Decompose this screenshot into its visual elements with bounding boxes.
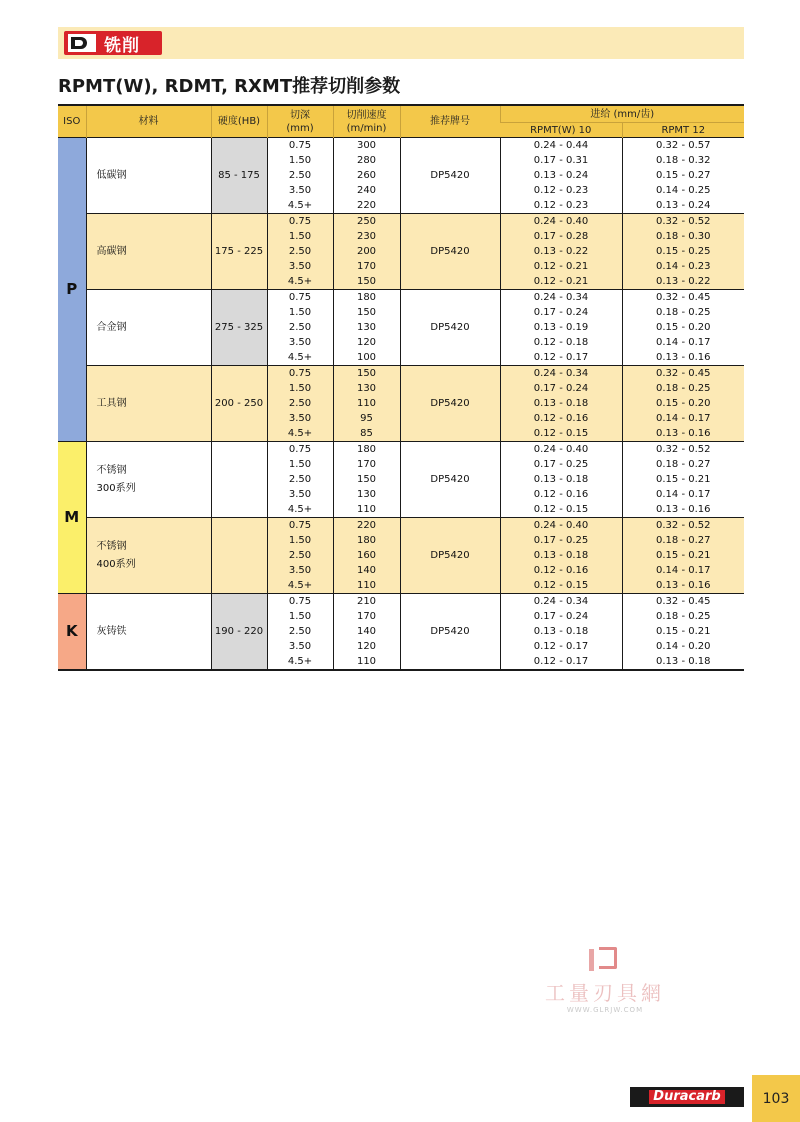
speed-value: 300 <box>333 138 400 154</box>
page-title: RPMT(W), RDMT, RXMT推荐切削参数 <box>58 76 401 97</box>
material-name <box>86 594 211 671</box>
grade-value: DP5420 <box>400 594 500 671</box>
table-body <box>58 138 744 671</box>
feed-rpmtw-value: 0.24 - 0.34 <box>500 594 622 610</box>
header-depth <box>267 105 333 138</box>
speed-value: 150 <box>333 472 400 487</box>
depth-value: 3.50 <box>267 639 333 654</box>
material-name-line1: 低碳钢 <box>96 169 127 181</box>
feed-rpmt-value: 0.18 - 0.25 <box>622 381 744 396</box>
speed-value: 160 <box>333 548 400 563</box>
feed-rpmtw-value: 0.17 - 0.24 <box>500 305 622 320</box>
feed-rpmt-value: 0.13 - 0.18 <box>622 654 744 670</box>
material-name-line1: 合金钢 <box>96 321 127 333</box>
feed-rpmtw-value: 0.12 - 0.21 <box>500 259 622 274</box>
speed-value: 170 <box>333 259 400 274</box>
brand-name: Duracarb <box>649 1090 724 1104</box>
header-speed <box>333 105 400 138</box>
feed-rpmt-value: 0.14 - 0.17 <box>622 563 744 578</box>
header-feed-rpmt: RPMT 12 <box>622 123 744 138</box>
feed-rpmtw-value: 0.12 - 0.23 <box>500 183 622 198</box>
speed-value: 150 <box>333 274 400 290</box>
speed-value: 260 <box>333 168 400 183</box>
speed-value: 110 <box>333 502 400 518</box>
depth-value: 1.50 <box>267 229 333 244</box>
feed-rpmtw-value: 0.12 - 0.21 <box>500 274 622 290</box>
speed-value: 230 <box>333 229 400 244</box>
feed-rpmt-value: 0.13 - 0.16 <box>622 426 744 442</box>
speed-value: 150 <box>333 366 400 382</box>
speed-value: 180 <box>333 533 400 548</box>
watermark-logo-icon <box>587 945 623 975</box>
feed-rpmt-value: 0.32 - 0.45 <box>622 594 744 610</box>
speed-value: 110 <box>333 654 400 670</box>
header-material: 材料 <box>86 105 211 138</box>
feed-rpmt-value: 0.32 - 0.57 <box>622 138 744 154</box>
speed-value: 280 <box>333 153 400 168</box>
hardness-value: 200 - 250 <box>211 366 267 442</box>
feed-rpmt-value: 0.32 - 0.45 <box>622 366 744 382</box>
depth-value: 0.75 <box>267 442 333 458</box>
feed-rpmtw-value: 0.12 - 0.18 <box>500 335 622 350</box>
hardness-value <box>211 518 267 594</box>
feed-rpmtw-value: 0.24 - 0.34 <box>500 366 622 382</box>
feed-rpmt-value: 0.14 - 0.25 <box>622 183 744 198</box>
material-name-line1: 灰铸铁 <box>96 625 127 637</box>
hardness-value <box>211 442 267 518</box>
feed-rpmtw-value: 0.13 - 0.18 <box>500 624 622 639</box>
feed-rpmtw-value: 0.24 - 0.44 <box>500 138 622 154</box>
depth-value: 1.50 <box>267 305 333 320</box>
feed-rpmtw-value: 0.17 - 0.25 <box>500 457 622 472</box>
page-number: 103 <box>752 1075 800 1122</box>
hardness-value: 275 - 325 <box>211 290 267 366</box>
feed-rpmt-value: 0.13 - 0.16 <box>622 578 744 594</box>
table-row <box>58 214 744 230</box>
feed-rpmt-value: 0.14 - 0.17 <box>622 411 744 426</box>
depth-value: 2.50 <box>267 320 333 335</box>
feed-rpmt-value: 0.32 - 0.52 <box>622 214 744 230</box>
feed-rpmtw-value: 0.12 - 0.23 <box>500 198 622 214</box>
depth-value: 4.5+ <box>267 198 333 214</box>
speed-value: 250 <box>333 214 400 230</box>
speed-value: 180 <box>333 290 400 306</box>
depth-value: 3.50 <box>267 183 333 198</box>
depth-value: 2.50 <box>267 396 333 411</box>
feed-rpmtw-value: 0.13 - 0.18 <box>500 548 622 563</box>
material-name-line2: 300系列 <box>96 482 136 494</box>
depth-value: 2.50 <box>267 472 333 487</box>
feed-rpmtw-value: 0.12 - 0.16 <box>500 563 622 578</box>
feed-rpmt-value: 0.18 - 0.25 <box>622 609 744 624</box>
feed-rpmtw-value: 0.12 - 0.17 <box>500 639 622 654</box>
feed-rpmtw-value: 0.17 - 0.24 <box>500 381 622 396</box>
feed-rpmt-value: 0.13 - 0.24 <box>622 198 744 214</box>
grade-value: DP5420 <box>400 518 500 594</box>
feed-rpmtw-value: 0.13 - 0.18 <box>500 472 622 487</box>
feed-rpmtw-value: 0.12 - 0.16 <box>500 487 622 502</box>
feed-rpmt-value: 0.18 - 0.25 <box>622 305 744 320</box>
section-tag <box>64 31 162 55</box>
header-iso: ISO <box>58 105 86 138</box>
material-name <box>86 138 211 214</box>
iso-code: M <box>58 442 86 594</box>
speed-value: 110 <box>333 396 400 411</box>
feed-rpmtw-value: 0.12 - 0.17 <box>500 654 622 670</box>
feed-rpmt-value: 0.15 - 0.25 <box>622 244 744 259</box>
feed-rpmt-value: 0.18 - 0.27 <box>622 457 744 472</box>
watermark-url: WWW.GLRJW.COM <box>566 1006 644 1014</box>
grade-value: DP5420 <box>400 214 500 290</box>
feed-rpmt-value: 0.13 - 0.16 <box>622 502 744 518</box>
hardness-value: 175 - 225 <box>211 214 267 290</box>
feed-rpmt-value: 0.14 - 0.17 <box>622 335 744 350</box>
speed-value: 130 <box>333 320 400 335</box>
feed-rpmt-value: 0.18 - 0.30 <box>622 229 744 244</box>
depth-value: 4.5+ <box>267 578 333 594</box>
material-name <box>86 442 211 518</box>
header-feed-rpmtw: RPMT(W) 10 <box>500 123 622 138</box>
depth-value: 1.50 <box>267 381 333 396</box>
feed-rpmtw-value: 0.24 - 0.40 <box>500 518 622 534</box>
depth-value: 0.75 <box>267 290 333 306</box>
depth-value: 0.75 <box>267 518 333 534</box>
feed-rpmt-value: 0.14 - 0.20 <box>622 639 744 654</box>
feed-rpmt-value: 0.13 - 0.16 <box>622 350 744 366</box>
table-row <box>58 442 744 458</box>
feed-rpmt-value: 0.18 - 0.32 <box>622 153 744 168</box>
speed-value: 210 <box>333 594 400 610</box>
watermark-text: 工量刃具網 <box>545 981 665 1005</box>
feed-rpmt-value: 0.15 - 0.27 <box>622 168 744 183</box>
duracarb-d-logo-icon <box>68 34 96 52</box>
depth-value: 0.75 <box>267 594 333 610</box>
feed-rpmtw-value: 0.24 - 0.34 <box>500 290 622 306</box>
feed-rpmtw-value: 0.13 - 0.18 <box>500 396 622 411</box>
speed-value: 240 <box>333 183 400 198</box>
feed-rpmt-value: 0.14 - 0.17 <box>622 487 744 502</box>
feed-rpmtw-value: 0.17 - 0.31 <box>500 153 622 168</box>
feed-rpmt-value: 0.32 - 0.52 <box>622 442 744 458</box>
feed-rpmtw-value: 0.12 - 0.15 <box>500 426 622 442</box>
feed-rpmt-value: 0.15 - 0.20 <box>622 396 744 411</box>
feed-rpmt-value: 0.32 - 0.45 <box>622 290 744 306</box>
depth-value: 0.75 <box>267 366 333 382</box>
speed-value: 95 <box>333 411 400 426</box>
depth-value: 2.50 <box>267 168 333 183</box>
header-hardness: 硬度(HB) <box>211 105 267 138</box>
speed-value: 120 <box>333 335 400 350</box>
feed-rpmtw-value: 0.12 - 0.15 <box>500 578 622 594</box>
speed-value: 220 <box>333 518 400 534</box>
depth-value: 2.50 <box>267 624 333 639</box>
cutting-parameters-table <box>58 104 744 671</box>
material-name-line1: 不锈钢 <box>96 464 127 476</box>
table-row <box>58 138 744 154</box>
speed-value: 100 <box>333 350 400 366</box>
material-name-line2: 400系列 <box>96 558 136 570</box>
depth-value: 4.5+ <box>267 350 333 366</box>
feed-rpmtw-value: 0.13 - 0.22 <box>500 244 622 259</box>
speed-value: 120 <box>333 639 400 654</box>
feed-rpmtw-value: 0.13 - 0.19 <box>500 320 622 335</box>
material-name <box>86 366 211 442</box>
grade-value: DP5420 <box>400 442 500 518</box>
speed-value: 110 <box>333 578 400 594</box>
depth-value: 1.50 <box>267 609 333 624</box>
hardness-value: 190 - 220 <box>211 594 267 671</box>
feed-rpmt-value: 0.18 - 0.27 <box>622 533 744 548</box>
feed-rpmtw-value: 0.17 - 0.28 <box>500 229 622 244</box>
material-name <box>86 214 211 290</box>
feed-rpmtw-value: 0.12 - 0.17 <box>500 350 622 366</box>
feed-rpmt-value: 0.15 - 0.21 <box>622 548 744 563</box>
depth-value: 1.50 <box>267 533 333 548</box>
feed-rpmtw-value: 0.17 - 0.24 <box>500 609 622 624</box>
depth-value: 1.50 <box>267 457 333 472</box>
depth-value: 4.5+ <box>267 502 333 518</box>
depth-value: 3.50 <box>267 411 333 426</box>
depth-value: 0.75 <box>267 214 333 230</box>
feed-rpmtw-value: 0.13 - 0.24 <box>500 168 622 183</box>
depth-value: 2.50 <box>267 548 333 563</box>
header-grade: 推荐牌号 <box>400 105 500 138</box>
header-depth-line2: (mm) <box>286 122 314 134</box>
feed-rpmt-value: 0.14 - 0.23 <box>622 259 744 274</box>
depth-value: 2.50 <box>267 244 333 259</box>
table-row <box>58 290 744 306</box>
speed-value: 220 <box>333 198 400 214</box>
iso-code: K <box>58 594 86 671</box>
header-depth-line1: 切深 <box>290 109 310 121</box>
section-label: 铣削 <box>104 35 140 56</box>
grade-value: DP5420 <box>400 290 500 366</box>
header-feed: 进给 (mm/齿) <box>500 105 744 123</box>
speed-value: 130 <box>333 381 400 396</box>
speed-value: 170 <box>333 609 400 624</box>
material-name <box>86 290 211 366</box>
hardness-value: 85 - 175 <box>211 138 267 214</box>
feed-rpmt-value: 0.32 - 0.52 <box>622 518 744 534</box>
speed-value: 85 <box>333 426 400 442</box>
grade-value: DP5420 <box>400 366 500 442</box>
speed-value: 140 <box>333 563 400 578</box>
feed-rpmtw-value: 0.24 - 0.40 <box>500 214 622 230</box>
table-row <box>58 594 744 610</box>
depth-value: 3.50 <box>267 335 333 350</box>
table-row <box>58 518 744 534</box>
speed-value: 140 <box>333 624 400 639</box>
header-speed-line2: (m/min) <box>346 122 387 134</box>
watermark <box>540 945 670 1020</box>
speed-value: 170 <box>333 457 400 472</box>
feed-rpmtw-value: 0.17 - 0.25 <box>500 533 622 548</box>
depth-value: 1.50 <box>267 153 333 168</box>
feed-rpmt-value: 0.13 - 0.22 <box>622 274 744 290</box>
material-name <box>86 518 211 594</box>
header-speed-line1: 切削速度 <box>346 109 387 121</box>
iso-code: P <box>58 138 86 442</box>
depth-value: 4.5+ <box>267 426 333 442</box>
feed-rpmtw-value: 0.12 - 0.16 <box>500 411 622 426</box>
feed-rpmt-value: 0.15 - 0.20 <box>622 320 744 335</box>
speed-value: 130 <box>333 487 400 502</box>
speed-value: 200 <box>333 244 400 259</box>
depth-value: 3.50 <box>267 563 333 578</box>
material-name-line1: 工具钢 <box>96 397 127 409</box>
feed-rpmtw-value: 0.12 - 0.15 <box>500 502 622 518</box>
material-name-line1: 不锈钢 <box>96 540 127 552</box>
speed-value: 180 <box>333 442 400 458</box>
feed-rpmtw-value: 0.24 - 0.40 <box>500 442 622 458</box>
depth-value: 4.5+ <box>267 274 333 290</box>
feed-rpmt-value: 0.15 - 0.21 <box>622 624 744 639</box>
depth-value: 3.50 <box>267 487 333 502</box>
feed-rpmt-value: 0.15 - 0.21 <box>622 472 744 487</box>
speed-value: 150 <box>333 305 400 320</box>
depth-value: 0.75 <box>267 138 333 154</box>
depth-value: 3.50 <box>267 259 333 274</box>
material-name-line1: 高碳钢 <box>96 245 127 257</box>
brand-logo <box>630 1087 744 1107</box>
table-row <box>58 366 744 382</box>
depth-value: 4.5+ <box>267 654 333 670</box>
grade-value: DP5420 <box>400 138 500 214</box>
